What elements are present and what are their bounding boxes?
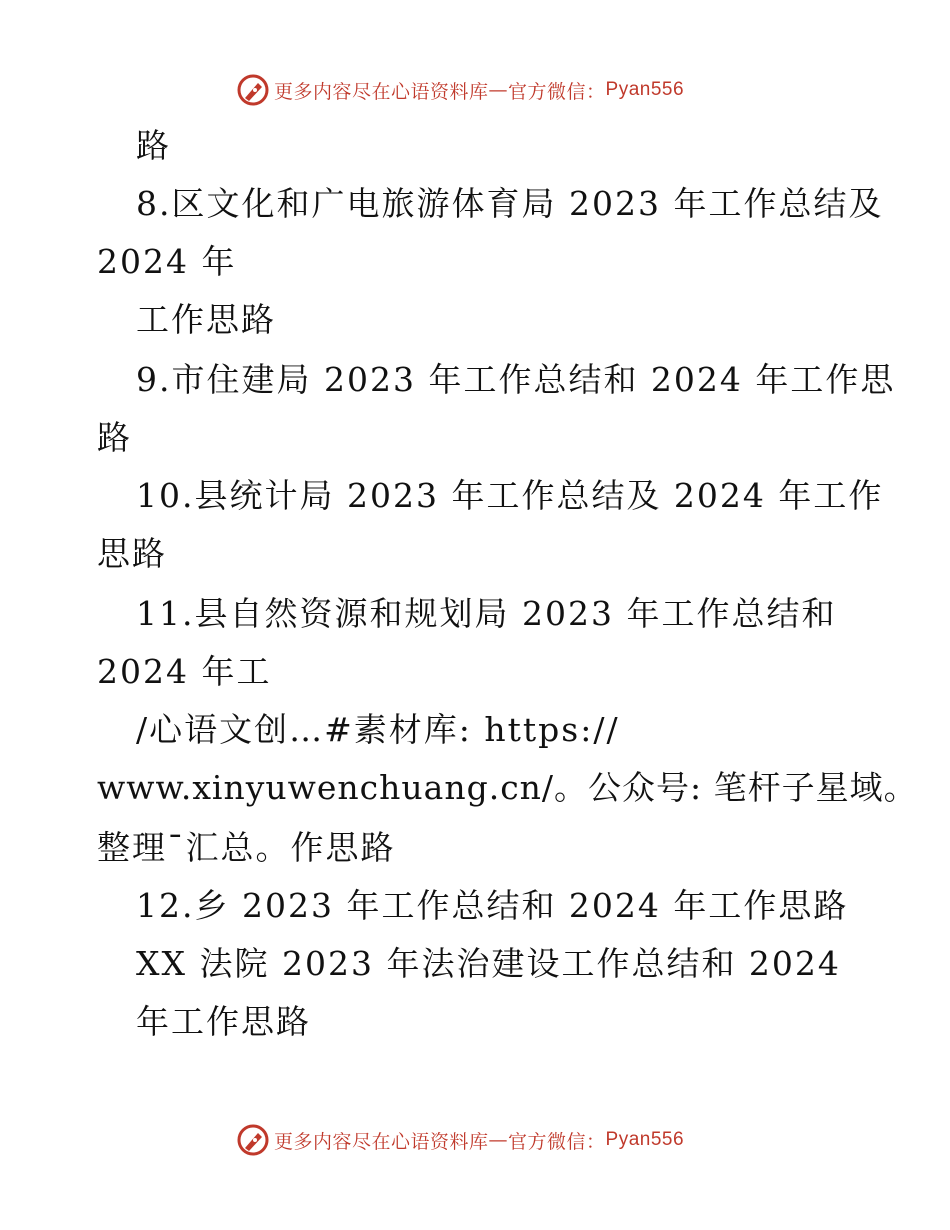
body-line: 路 [97, 418, 132, 457]
body-line: 8.区文化和广电旅游体育局 2023 年工作总结及 [136, 184, 884, 223]
pen-nib-logo-icon [236, 73, 270, 107]
body-line: 9.市住建局 2023 年工作总结和 2024 年工作思 [136, 360, 896, 399]
banner-text: 更多内容尽在心语资料库 [274, 80, 489, 103]
banner-text: 更多内容尽在心语资料库 [274, 1130, 489, 1153]
banner-label: 官方微信： [508, 1130, 606, 1153]
banner-label: 官方微信： [508, 80, 606, 103]
banner-dash: — [488, 79, 509, 101]
body-line: XX 法院 2023 年法治建设工作总结和 2024 [136, 944, 841, 983]
body-line: 工作思路 [136, 300, 276, 339]
banner-wechat-id: Pyan556 [605, 79, 685, 100]
banner-wechat-id: Pyan556 [605, 1129, 685, 1150]
header-banner [236, 72, 684, 108]
footer-banner [236, 1122, 684, 1158]
body-line: 2024 年工 [97, 652, 272, 691]
body-line: 12.乡 2023 年工作总结和 2024 年工作思路 [136, 886, 849, 925]
body-line: 路 [136, 126, 171, 165]
body-line: 年工作思路 [136, 1002, 311, 1041]
body-line: /心语文创…#素材库: https:// [136, 710, 620, 749]
body-line: 10.县统计局 2023 年工作总结及 2024 年工作 [136, 476, 884, 515]
banner-dash: — [488, 1129, 509, 1151]
body-line: 思路 [97, 534, 167, 573]
pen-nib-logo-icon [236, 1123, 270, 1157]
body-line: 11.县自然资源和规划局 2023 年工作总结和 [136, 594, 837, 633]
body-line: 2024 年 [97, 242, 237, 281]
body-line: www.xinyuwenchuang.cn/。公众号: 笔杆子星域。 [97, 768, 918, 807]
body-line: 整理¯汇总。作思路 [97, 828, 396, 867]
